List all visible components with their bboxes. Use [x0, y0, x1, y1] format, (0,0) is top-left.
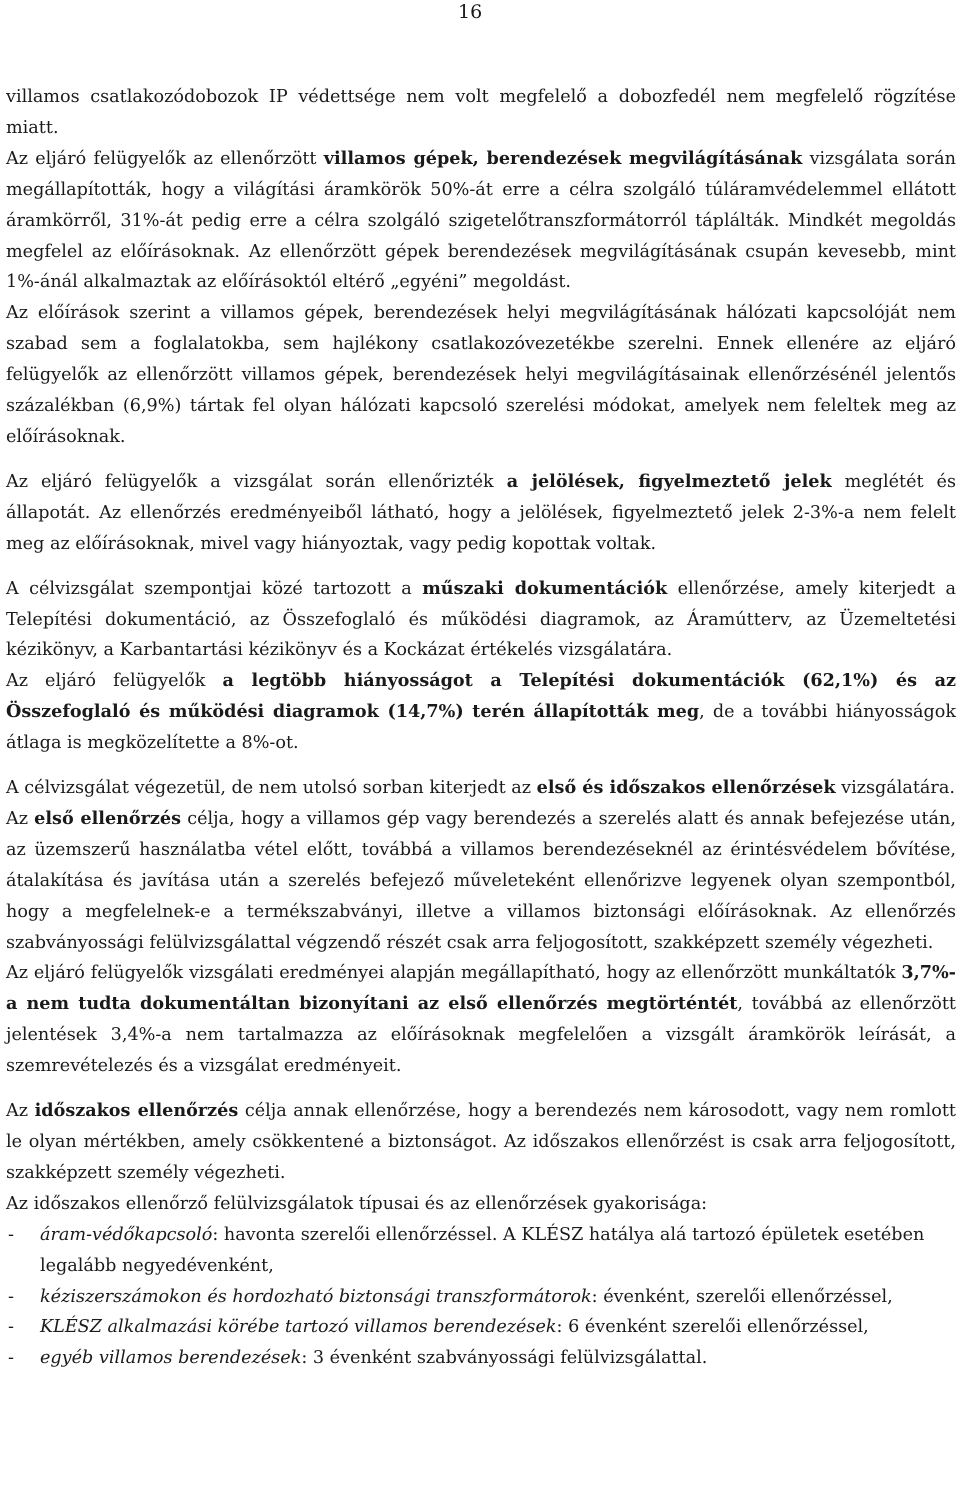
paragraph-6-text-a: Az eljáró felügyelők — [6, 671, 223, 692]
paragraph-9-text-a: Az eljáró felügyelők vizsgálati eredményei alapján megállapítható, hogy az ellenőrzött munkáltatók — [6, 963, 902, 984]
paragraph-5-bold: műszaki dokumentációk — [422, 577, 668, 599]
paragraph-8 — [6, 804, 956, 959]
list-item-text: : évenként, szerelői ellenőrzéssel, — [591, 1286, 893, 1307]
list-dash: - — [8, 1286, 14, 1307]
list-item — [6, 1282, 956, 1313]
inspection-frequency-list — [6, 1220, 956, 1375]
list-item-term: kéziszerszámokon és hordozható biztonsági transzformátorok — [40, 1286, 592, 1307]
list-dash: - — [8, 1317, 14, 1338]
paragraph-7-bold: első és időszakos ellenőrzések — [536, 777, 836, 799]
paragraph-2-bold: villamos gépek, berendezések megvilágításának — [323, 147, 803, 169]
list-dash: - — [8, 1348, 14, 1369]
paragraph-9-text-c: , továbbá az ellenőrzött jelentések 3,4%-a nem tartalmazza az előírásoknak megfelelően a vizsgált áramkörök leírását, a szemrevételezés és a vizsgálat eredményeit. — [6, 994, 956, 1077]
list-item-term: KLÉSZ alkalmazási körébe tartozó villamos berendezések — [40, 1317, 557, 1338]
paragraph-2-text-c: vizsgálata során megállapították, hogy a világítási áramkörök 50%-át erre a célra szolgáló túláramvédelemmel ellátott áramkörről, 31%-át pedig erre a célra szolgáló szigetelőtranszformátorról táplálták. Mindkét megoldás megfelel az előírásoknak. Az ellenőrzött gépek berendezések megvilágításának csupán kevesebb, mint 1%-ánál alkalmaztak az előírásoktól eltérő „egyéni” megoldást. — [6, 148, 956, 293]
paragraph-8-text-a: Az — [6, 808, 35, 829]
paragraph-4 — [6, 467, 956, 560]
list-item — [6, 1220, 956, 1282]
paragraph-10-text-a: Az — [6, 1101, 35, 1122]
list-item-text: : havonta szerelői ellenőrzéssel. A KLÉSZ hatálya alá tartozó épületek esetében legalább negyedévenként, — [40, 1224, 925, 1276]
list-dash: - — [8, 1224, 14, 1245]
paragraph-1: villamos csatlakozódobozok IP védettsége nem volt megfelelő a dobozfedél nem megfelelő rögzítése miatt. — [6, 87, 956, 138]
paragraph-4-text-a: Az eljáró felügyelők a vizsgálat során ellenőrizték — [6, 471, 507, 492]
paragraph-2-text-a: Az eljáró felügyelők az ellenőrzött — [6, 148, 324, 169]
paragraph-2 — [6, 144, 956, 299]
list-item-text: : 3 évenként szabványossági felülvizsgálattal. — [301, 1348, 708, 1369]
paragraph-4-bold: a jelölések, figyelmeztető jelek — [506, 470, 832, 492]
paragraph-10 — [6, 1096, 956, 1189]
list-item — [6, 1343, 956, 1374]
paragraph-7-text-a: A célvizsgálat végezetül, de nem utolsó sorban kiterjedt az — [6, 778, 537, 799]
paragraph-5 — [6, 574, 956, 667]
paragraph-6-text-c: , de a további hiányosságok átlaga is megközelítette a 8%-ot. — [6, 702, 956, 754]
paragraph-11: Az időszakos ellenőrző felülvizsgálatok típusai és az ellenőrzések gyakorisága: — [6, 1193, 708, 1214]
paragraph-8-text-c: célja, hogy a villamos gép vagy berendezés a szerelés alatt és annak befejezése után, az üzemszerű használatba vétel előtt, továbbá a villamos berendezéseknél az érintésvédelem bővítése, átalakítása és javítása után a szerelés befejező műveleteként ellenőrizve legyenek olyan szempontból, hogy a megfelelnek-e a termékszabványi, illetve a villamos biztonsági előírásoknak. Az ellenőrzés szabványossági felülvizsgálattal végzendő részét csak arra feljogosított, szakképzett személy végezheti. — [6, 808, 956, 953]
list-item-term: áram-védőkapcsoló — [40, 1224, 213, 1245]
paragraph-9 — [6, 958, 956, 1082]
paragraph-4-text-c: meglétét és állapotát. Az ellenőrzés eredményeiből látható, hogy a jelölések, figyelmeztető jelek 2-3%-a nem felelt meg az előírásoknak, mivel vagy hiányoztak, vagy pedig kopottak voltak. — [6, 471, 956, 554]
paragraph-6-bold: a legtöbb hiányosságot a Telepítési dokumentációk (62,1%) és az Összefoglaló és működési diagramok (14,7%) terén állapították meg — [6, 670, 956, 723]
paragraph-10-bold: időszakos ellenőrzés — [34, 1100, 239, 1122]
paragraph-7 — [6, 773, 956, 804]
paragraph-3: Az előírások szerint a villamos gépek, berendezések helyi megvilágításának hálózati kapcsolóját nem szabad sem a foglalatokba, sem hajlékony csatlakozóvezetékbe szerelni. Ennek ellenére az eljáró felügyelők az ellenőrzött villamos gépek, berendezések helyi megvilágításainak ellenőrzésénél jelentős százalékban (6,9%) tártak fel olyan hálózati kapcsoló szerelési módokat, amelyek nem feleltek meg az előírásoknak. — [6, 303, 956, 447]
list-item — [6, 1312, 956, 1343]
paragraph-6 — [6, 666, 956, 759]
list-item-term: egyéb villamos berendezések — [40, 1348, 302, 1369]
paragraph-9-bold: 3,7%-a nem tudta dokumentáltan bizonyítani az első ellenőrzés megtörténtét — [6, 962, 956, 1015]
paragraph-7-text-c: vizsgálatára. — [835, 778, 955, 799]
paragraph-5-text-a: A célvizsgálat szempontjai közé tartozott a — [6, 578, 423, 599]
page-number: 16 — [458, 1, 483, 23]
paragraph-8-bold: első ellenőrzés — [34, 807, 182, 829]
document-body — [6, 82, 956, 1374]
paragraph-5-text-c: ellenőrzése, amely kiterjedt a Telepítési dokumentáció, az Összefoglaló és működési diagramok, az Áramútterv, az Üzemeltetési kézikönyv, a Karbantartási kézikönyv és a Kockázat értékelés vizsgálatára. — [6, 578, 956, 661]
paragraph-10-text-c: célja annak ellenőrzése, hogy a berendezés nem károsodott, vagy nem romlott le olyan mértékben, amely csökkentené a biztonságot. Az időszakos ellenőrzést is csak arra feljogosított, szakképzett személy végezheti. — [6, 1101, 956, 1183]
list-item-text: : 6 évenként szerelői ellenőrzéssel, — [556, 1317, 869, 1338]
